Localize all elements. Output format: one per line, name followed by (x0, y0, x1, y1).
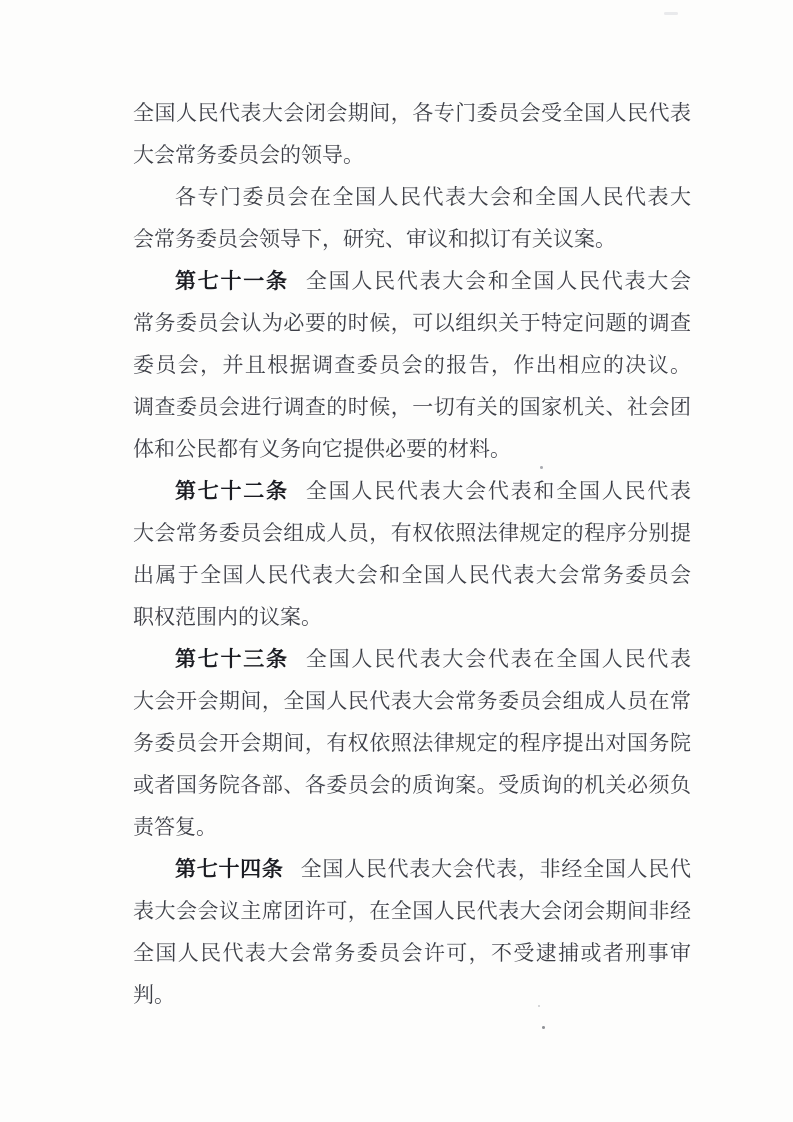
scan-speck (542, 1026, 545, 1029)
article-heading-line (133, 638, 691, 680)
paragraph (133, 176, 691, 260)
line-text: 或者国务院各部、各委员会的质询案。受质询的机关必须负 (133, 773, 691, 797)
document-body (133, 92, 691, 1016)
line-text: 全国人民代表大会和全国人民代表大会 (305, 269, 692, 293)
text-line (133, 974, 691, 1016)
line-text: 会常务委员会领导下，研究、审议和拟订有关议案。 (133, 227, 616, 251)
text-line (133, 386, 691, 428)
line-text: 职权范围内的议案。 (133, 605, 322, 629)
text-line (133, 134, 691, 176)
paragraph (133, 92, 691, 176)
line-text: 判。 (133, 983, 175, 1007)
line-text: 全国人民代表大会代表和全国人民代表 (305, 479, 692, 503)
text-line (133, 680, 691, 722)
paragraph (133, 638, 691, 848)
line-text: 全国人民代表大会常务委员会许可，不受逮捕或者刑事审 (133, 941, 691, 965)
line-text: 出属于全国人民代表大会和全国人民代表大会常务委员会 (133, 563, 691, 587)
text-line (133, 554, 691, 596)
text-line (133, 806, 691, 848)
line-text: 大会常务委员会的领导。 (133, 143, 364, 167)
line-text: 全国人民代表大会代表在全国人民代表 (305, 647, 692, 671)
line-text: 常务委员会认为必要的时候，可以组织关于特定问题的调查 (133, 311, 691, 335)
text-line (133, 932, 691, 974)
text-line (133, 764, 691, 806)
line-text: 大会常务委员会组成人员，有权依照法律规定的程序分别提 (133, 521, 691, 545)
line-text: 务委员会开会期间，有权依照法律规定的程序提出对国务院 (133, 731, 691, 755)
text-line (133, 722, 691, 764)
article-heading-line (133, 260, 691, 302)
line-text: 责答复。 (133, 815, 217, 839)
article-number: 第七十四条 (175, 857, 284, 881)
text-line (133, 92, 691, 134)
line-text: 各专门委员会在全国人民代表大会和全国人民代表大 (175, 185, 691, 209)
article-heading-line (133, 848, 691, 890)
article-number: 第七十三条 (175, 647, 289, 671)
line-text: 全国人民代表大会代表，非经全国人民代 (300, 857, 692, 881)
line-text: 全国人民代表大会闭会期间，各专门委员会受全国人民代表 (133, 101, 691, 125)
text-line (133, 890, 691, 932)
text-line (133, 302, 691, 344)
paragraph (133, 260, 691, 470)
text-line (133, 344, 691, 386)
text-line (133, 218, 691, 260)
paragraph (133, 848, 691, 1016)
text-line (133, 596, 691, 638)
scan-smudge (664, 12, 678, 15)
line-text: 大会开会期间，全国人民代表大会常务委员会组成人员在常 (133, 689, 691, 713)
line-text: 体和公民都有义务向它提供必要的材料。 (133, 437, 511, 461)
text-line (133, 512, 691, 554)
line-text: 表大会会议主席团许可，在全国人民代表大会闭会期间非经 (133, 899, 691, 923)
text-line (133, 176, 691, 218)
line-text: 调查委员会进行调查的时候，一切有关的国家机关、社会团 (133, 395, 691, 419)
text-line (133, 428, 691, 470)
article-number: 第七十二条 (175, 479, 289, 503)
article-number: 第七十一条 (175, 269, 289, 293)
line-text: 委员会，并且根据调查委员会的报告，作出相应的决议。 (133, 353, 691, 377)
paragraph (133, 470, 691, 638)
article-heading-line (133, 470, 691, 512)
